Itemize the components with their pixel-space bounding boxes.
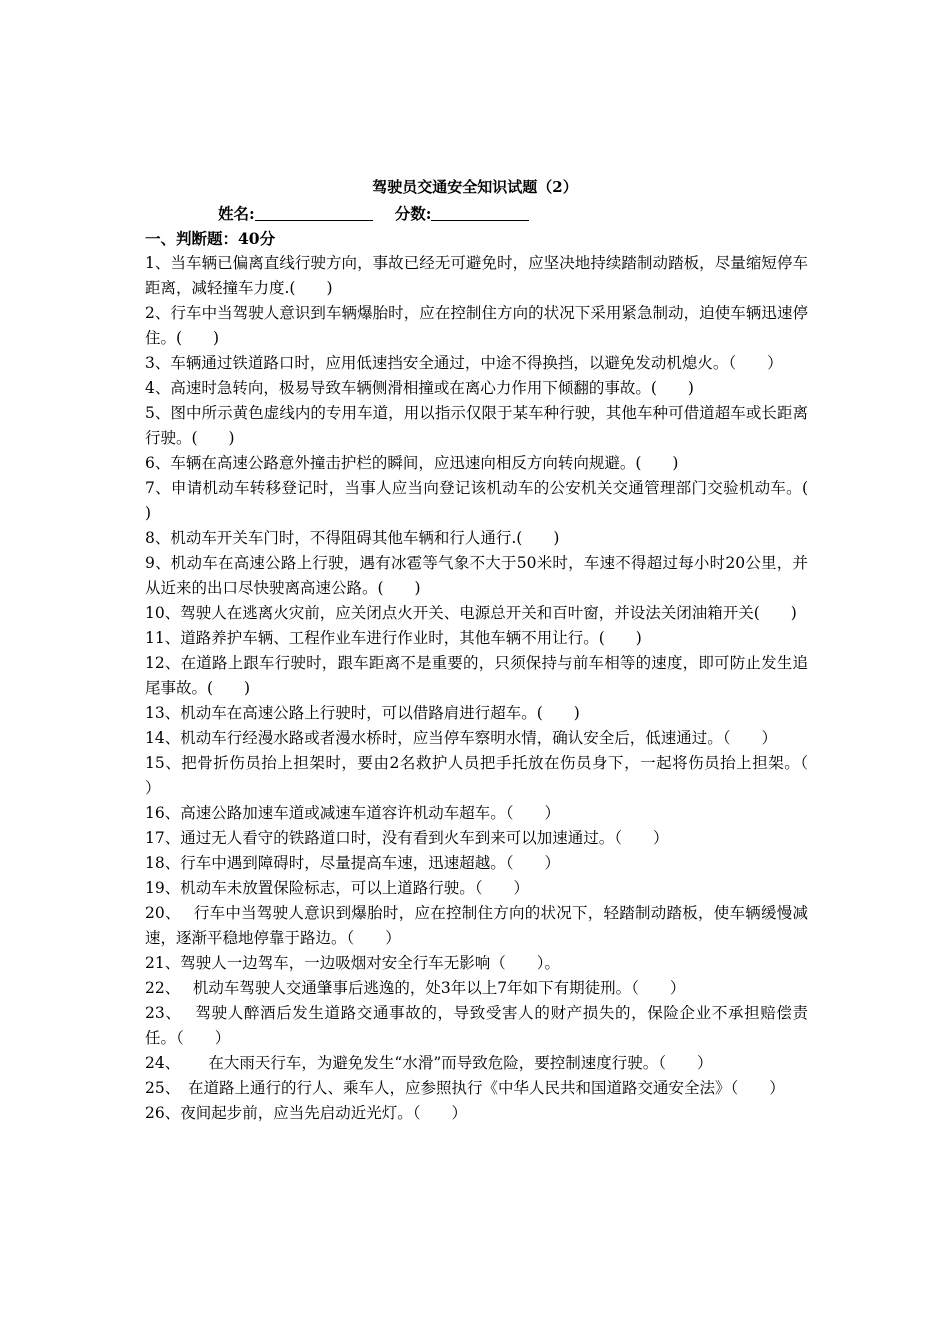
- question-list: [145, 251, 840, 1126]
- question-item: 3、车辆通过铁道路口时，应用低速挡安全通过，中途不得换挡，以避免发动机熄火。（ ）: [145, 354, 783, 372]
- question-item: 20、 行车中当驾驶人意识到爆胎时，应在控制住方向的状况下，轻踏制动踏板，使车辆缓慢减速，逐渐平稳地停靠于路边。（ ）: [145, 904, 808, 947]
- question-item: 16、高速公路加速车道或减速车道容许机动车超车。（ ）: [145, 804, 560, 822]
- question-item: 22、 机动车驾驶人交通肇事后逃逸的，处3年以上7年如下有期徒刑。（ ）: [145, 979, 686, 997]
- section-heading: 一、判断题：40分: [145, 229, 276, 248]
- question-item: 1、当车辆已偏离直线行驶方向，事故已经无可避免时，应坚决地持续踏制动踏板，尽量缩短停车距离，减轻撞车力度.( ): [145, 254, 808, 297]
- question-item: 26、夜间起步前，应当先启动近光灯。（ ）: [145, 1104, 467, 1122]
- question-item: 21、驾驶人一边驾车，一边吸烟对安全行车无影响（ ）。: [145, 954, 560, 972]
- question-item: 13、机动车在高速公路上行驶时，可以借路肩进行超车。( ): [145, 704, 580, 722]
- question-item: 4、高速时急转向，极易导致车辆侧滑相撞或在离心力作用下倾翻的事故。( ): [145, 379, 694, 397]
- page-title: 驾驶员交通安全知识试题（2）: [372, 178, 578, 196]
- question-item: 18、行车中遇到障碍时，尽量提高车速，迅速超越。（ ）: [145, 854, 560, 872]
- question-item: 12、在道路上跟车行驶时，跟车距离不是重要的，只须保持与前车相等的速度，即可防止发生追尾事故。( ): [145, 654, 808, 697]
- question-item: 15、把骨折伤员抬上担架时，要由2名救护人员把手托放在伤员身下，一起将伤员抬上担架。（ ）: [145, 754, 840, 797]
- score-blank: [431, 206, 529, 221]
- question-item: 14、机动车行经漫水路或者漫水桥时，应当停车察明水情，确认安全后，低速通过。（ ）: [145, 729, 777, 747]
- question-item: 7、申请机动车转移登记时，当事人应当向登记该机动车的公安机关交通管理部门交验机动车。( ): [145, 479, 840, 522]
- score-label: 分数:: [394, 204, 432, 223]
- question-item: 19、机动车未放置保险标志，可以上道路行驶。（ ）: [145, 879, 529, 897]
- question-item: 23、 驾驶人醉酒后发生道路交通事故的，导致受害人的财产损失的，保险企业不承担赔偿责任。（ ）: [145, 1004, 808, 1047]
- question-item: 10、驾驶人在逃离火灾前，应关闭点火开关、电源总开关和百叶窗，并设法关闭油箱开关( ): [145, 604, 797, 622]
- question-item: 25、 在道路上通行的行人、乘车人，应参照执行《中华人民共和国道路交通安全法》（ ）: [145, 1079, 785, 1097]
- name-blank: [255, 206, 373, 221]
- question-item: 8、机动车开关车门时，不得阻碍其他车辆和行人通行.( ): [145, 529, 560, 547]
- question-item: 2、行车中当驾驶人意识到车辆爆胎时，应在控制住方向的状况下采用紧急制动，迫使车辆迅速停住。( ): [145, 304, 808, 347]
- question-item: 17、通过无人看守的铁路道口时，没有看到火车到来可以加速通过。（ ）: [145, 829, 669, 847]
- question-item: 24、 在大雨天行车，为避免发生“水滑”而导致危险，要控制速度行驶。（ ）: [145, 1054, 713, 1072]
- name-label: 姓名:: [218, 204, 255, 223]
- question-item: 6、车辆在高速公路意外撞击护栏的瞬间，应迅速向相反方向转向规避。( ): [145, 454, 679, 472]
- question-item: 9、机动车在高速公路上行驶，遇有冰雹等气象不大于50米时，车速不得超过每小时20公里，并从近来的出口尽快驶离高速公路。( ): [145, 554, 808, 597]
- question-item: 5、图中所示黄色虚线内的专用车道，用以指示仅限于某车种行驶，其他车种可借道超车或长距离行驶。( ): [145, 404, 808, 447]
- question-item: 11、道路养护车辆、工程作业车进行作业时，其他车辆不用让行。( ): [145, 629, 642, 647]
- name-score-line: [218, 202, 529, 224]
